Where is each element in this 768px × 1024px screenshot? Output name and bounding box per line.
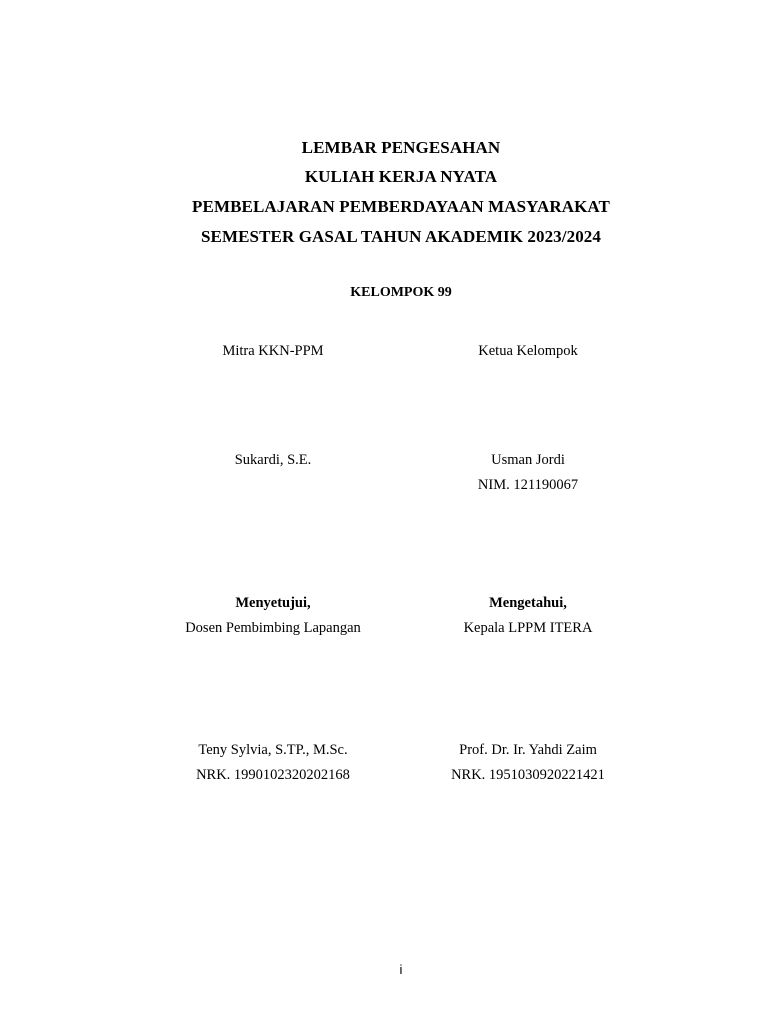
head-id: NRK. 1951030920221421 bbox=[451, 767, 605, 783]
group-number: KELOMPOK 99 bbox=[350, 285, 452, 300]
title-program: KULIAH KERJA NYATA bbox=[304, 167, 498, 186]
partner-name: Sukardi, S.E. bbox=[234, 452, 312, 468]
page-number: i bbox=[399, 962, 403, 977]
supervisor-id: NRK. 1990102320202168 bbox=[196, 767, 350, 783]
approved-by-label: Menyetujui, bbox=[235, 595, 311, 611]
title-approval-sheet: LEMBAR PENGESAHAN bbox=[301, 138, 501, 157]
supervisor-name: Teny Sylvia, S.TP., M.Sc. bbox=[198, 742, 348, 758]
leader-name: Usman Jordi bbox=[491, 452, 565, 468]
leader-role: Ketua Kelompok bbox=[478, 343, 578, 359]
head-role: Kepala LPPM ITERA bbox=[463, 620, 593, 636]
supervisor-role: Dosen Pembimbing Lapangan bbox=[185, 620, 361, 636]
leader-student-id: NIM. 121190067 bbox=[477, 477, 579, 493]
acknowledged-by-label: Mengetahui, bbox=[489, 595, 567, 611]
title-semester: SEMESTER GASAL TAHUN AKADEMIK 2023/2024 bbox=[200, 227, 601, 246]
head-name: Prof. Dr. Ir. Yahdi Zaim bbox=[459, 742, 597, 758]
title-program-type: PEMBELAJARAN PEMBERDAYAAN MASYARAKAT bbox=[192, 197, 610, 216]
partner-role: Mitra KKN-PPM bbox=[222, 343, 324, 359]
